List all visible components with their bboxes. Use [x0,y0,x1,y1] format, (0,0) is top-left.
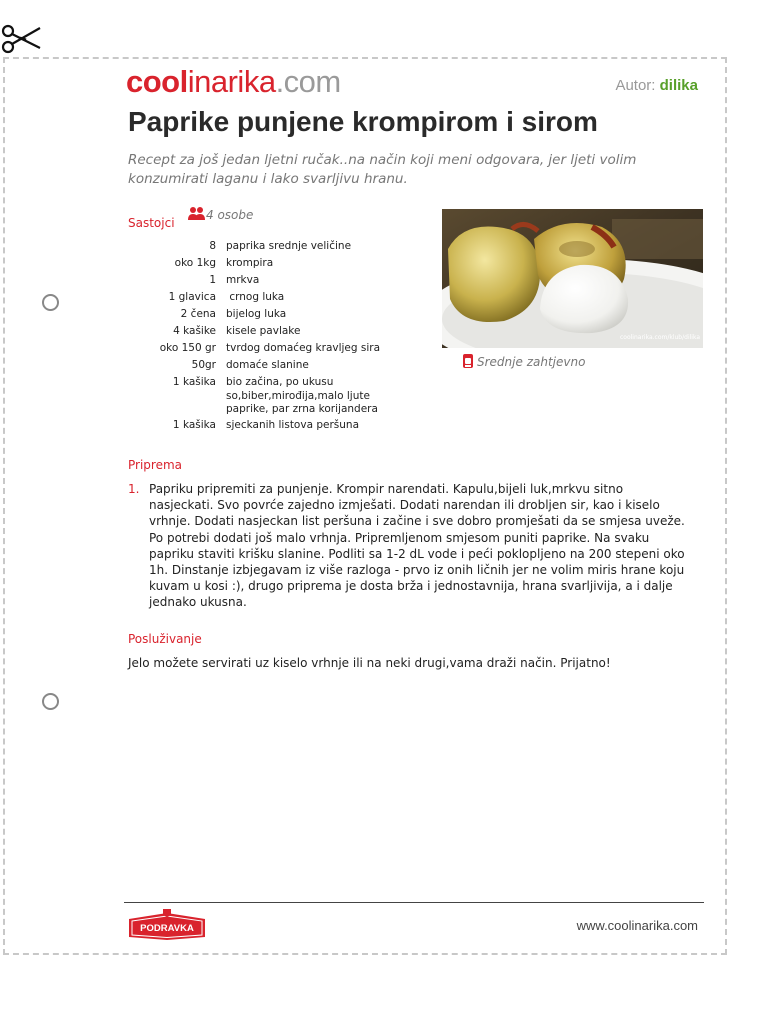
ingredient-row [140,238,396,255]
ingredient-name: crnog luka [226,291,285,303]
ingredient-name: paprika srednje veličine [226,240,352,252]
ingredient-qty: 4 kašike [173,325,216,337]
ingredient-qty: 8 [209,240,216,252]
ingredient-qty: 1 [209,274,216,286]
ingredient-qty: 1 kašika [172,418,216,431]
chef-hat-icon [462,353,474,369]
people-icon [188,206,206,220]
ingredient-row [140,323,396,340]
binder-hole [42,294,59,311]
podravka-logo [127,909,207,941]
coolinarika-logo: coolinarika.com [126,64,341,99]
serving-text: Jelo možete servirati uz kiselo vrhnje ili na neki drugi,vama draži način. Prijatno! [128,656,611,670]
ingredient-row [140,357,396,374]
photo-watermark: coolinarika.com/klub/dilika [619,334,700,341]
ingredient-row [140,272,396,289]
recipe-photo [442,209,703,348]
ingredient-name: bijelog luka [226,308,287,320]
serving-heading: Posluživanje [128,632,202,646]
recipe-title: Paprike punjene krompirom i sirom [128,106,598,137]
author [615,77,698,94]
ingredient-qty: oko 150 gr [159,342,216,354]
serves-text: 4 osobe [206,208,254,222]
footer-divider [124,902,704,903]
serves [188,206,253,222]
ingredient-row [140,255,396,272]
site-url[interactable]: www.coolinarika.com [576,918,698,933]
ingredient-name: sjeckanih listova peršuna [226,418,360,431]
ingredient-name: kisele pavlake [226,325,301,337]
binder-hole [42,693,59,710]
list-item [128,481,688,611]
ingredients-heading: Sastojci [128,216,175,230]
ingredient-row [140,340,396,357]
difficulty [462,353,585,369]
difficulty-text: Srednje zahtjevno [477,355,586,369]
ingredient-name: mrkva [226,274,260,286]
author-name[interactable]: dilika [659,77,698,94]
ingredient-name: bio začina, po ukusu so,biber,mirođija,malo ljute paprike, par zrna korijandera [226,376,378,415]
ingredient-qty: 1 glavica [168,291,216,303]
ingredient-name: domaće slanine [226,359,309,371]
preparation-heading: Priprema [128,458,183,472]
ingredient-name: tvrdog domaćeg kravljeg sira [226,342,381,354]
ingredient-qty: oko 1kg [174,257,216,269]
ingredient-qty: 1 kašika [172,376,216,388]
recipe-intro: Recept za još jedan ljetni ručak..na način koji meni odgovara, jer ljeti volim konzumirati laganu i lako svarljivu hranu. [128,152,637,187]
podravka-text: PODRAVKA [140,923,194,934]
ingredient-row [140,374,396,417]
step-number: 1. [128,482,140,496]
ingredient-name: krompira [226,257,274,269]
ingredient-row [140,289,396,306]
ingredient-row [140,306,396,323]
step-text: Papriku pripremiti za punjenje. Krompir narendati. Kapulu,bijeli luk,mrkvu sitno nasjeckati. Svo povrće zajedno izmješati. Dodati narendan ili drobljen sir, kao i kiselo vrhnje. Dodati nasjeckan list peršuna i začine i sve dobro promješati da se smjesa uveže. Po potrebi dodati još malo vrhnja. Pripremljenom smjesom puniti paprike. Na svaku papriku staviti krišku slanine. Podliti sa 1-2 dL vode i peći poklopljeno na 200 stepeni oko 1h. Dinstanje izbjegavam iz više razloga - prvo iz onih ličnih jer ne volim miris hrane koju kuvam u kosi :), drugo priprema je dosta brža i jednostavnija, hrana svarljivija, a i dalje jednako ukusna. [149,482,685,610]
ingredient-qty: 50gr [191,359,216,371]
ingredients-table [140,238,396,434]
scissors-icon [0,22,44,58]
ingredient-qty: 2 čena [180,308,216,320]
preparation-steps [128,481,688,611]
author-label: Autor: [615,77,656,94]
ingredient-row [140,417,396,434]
